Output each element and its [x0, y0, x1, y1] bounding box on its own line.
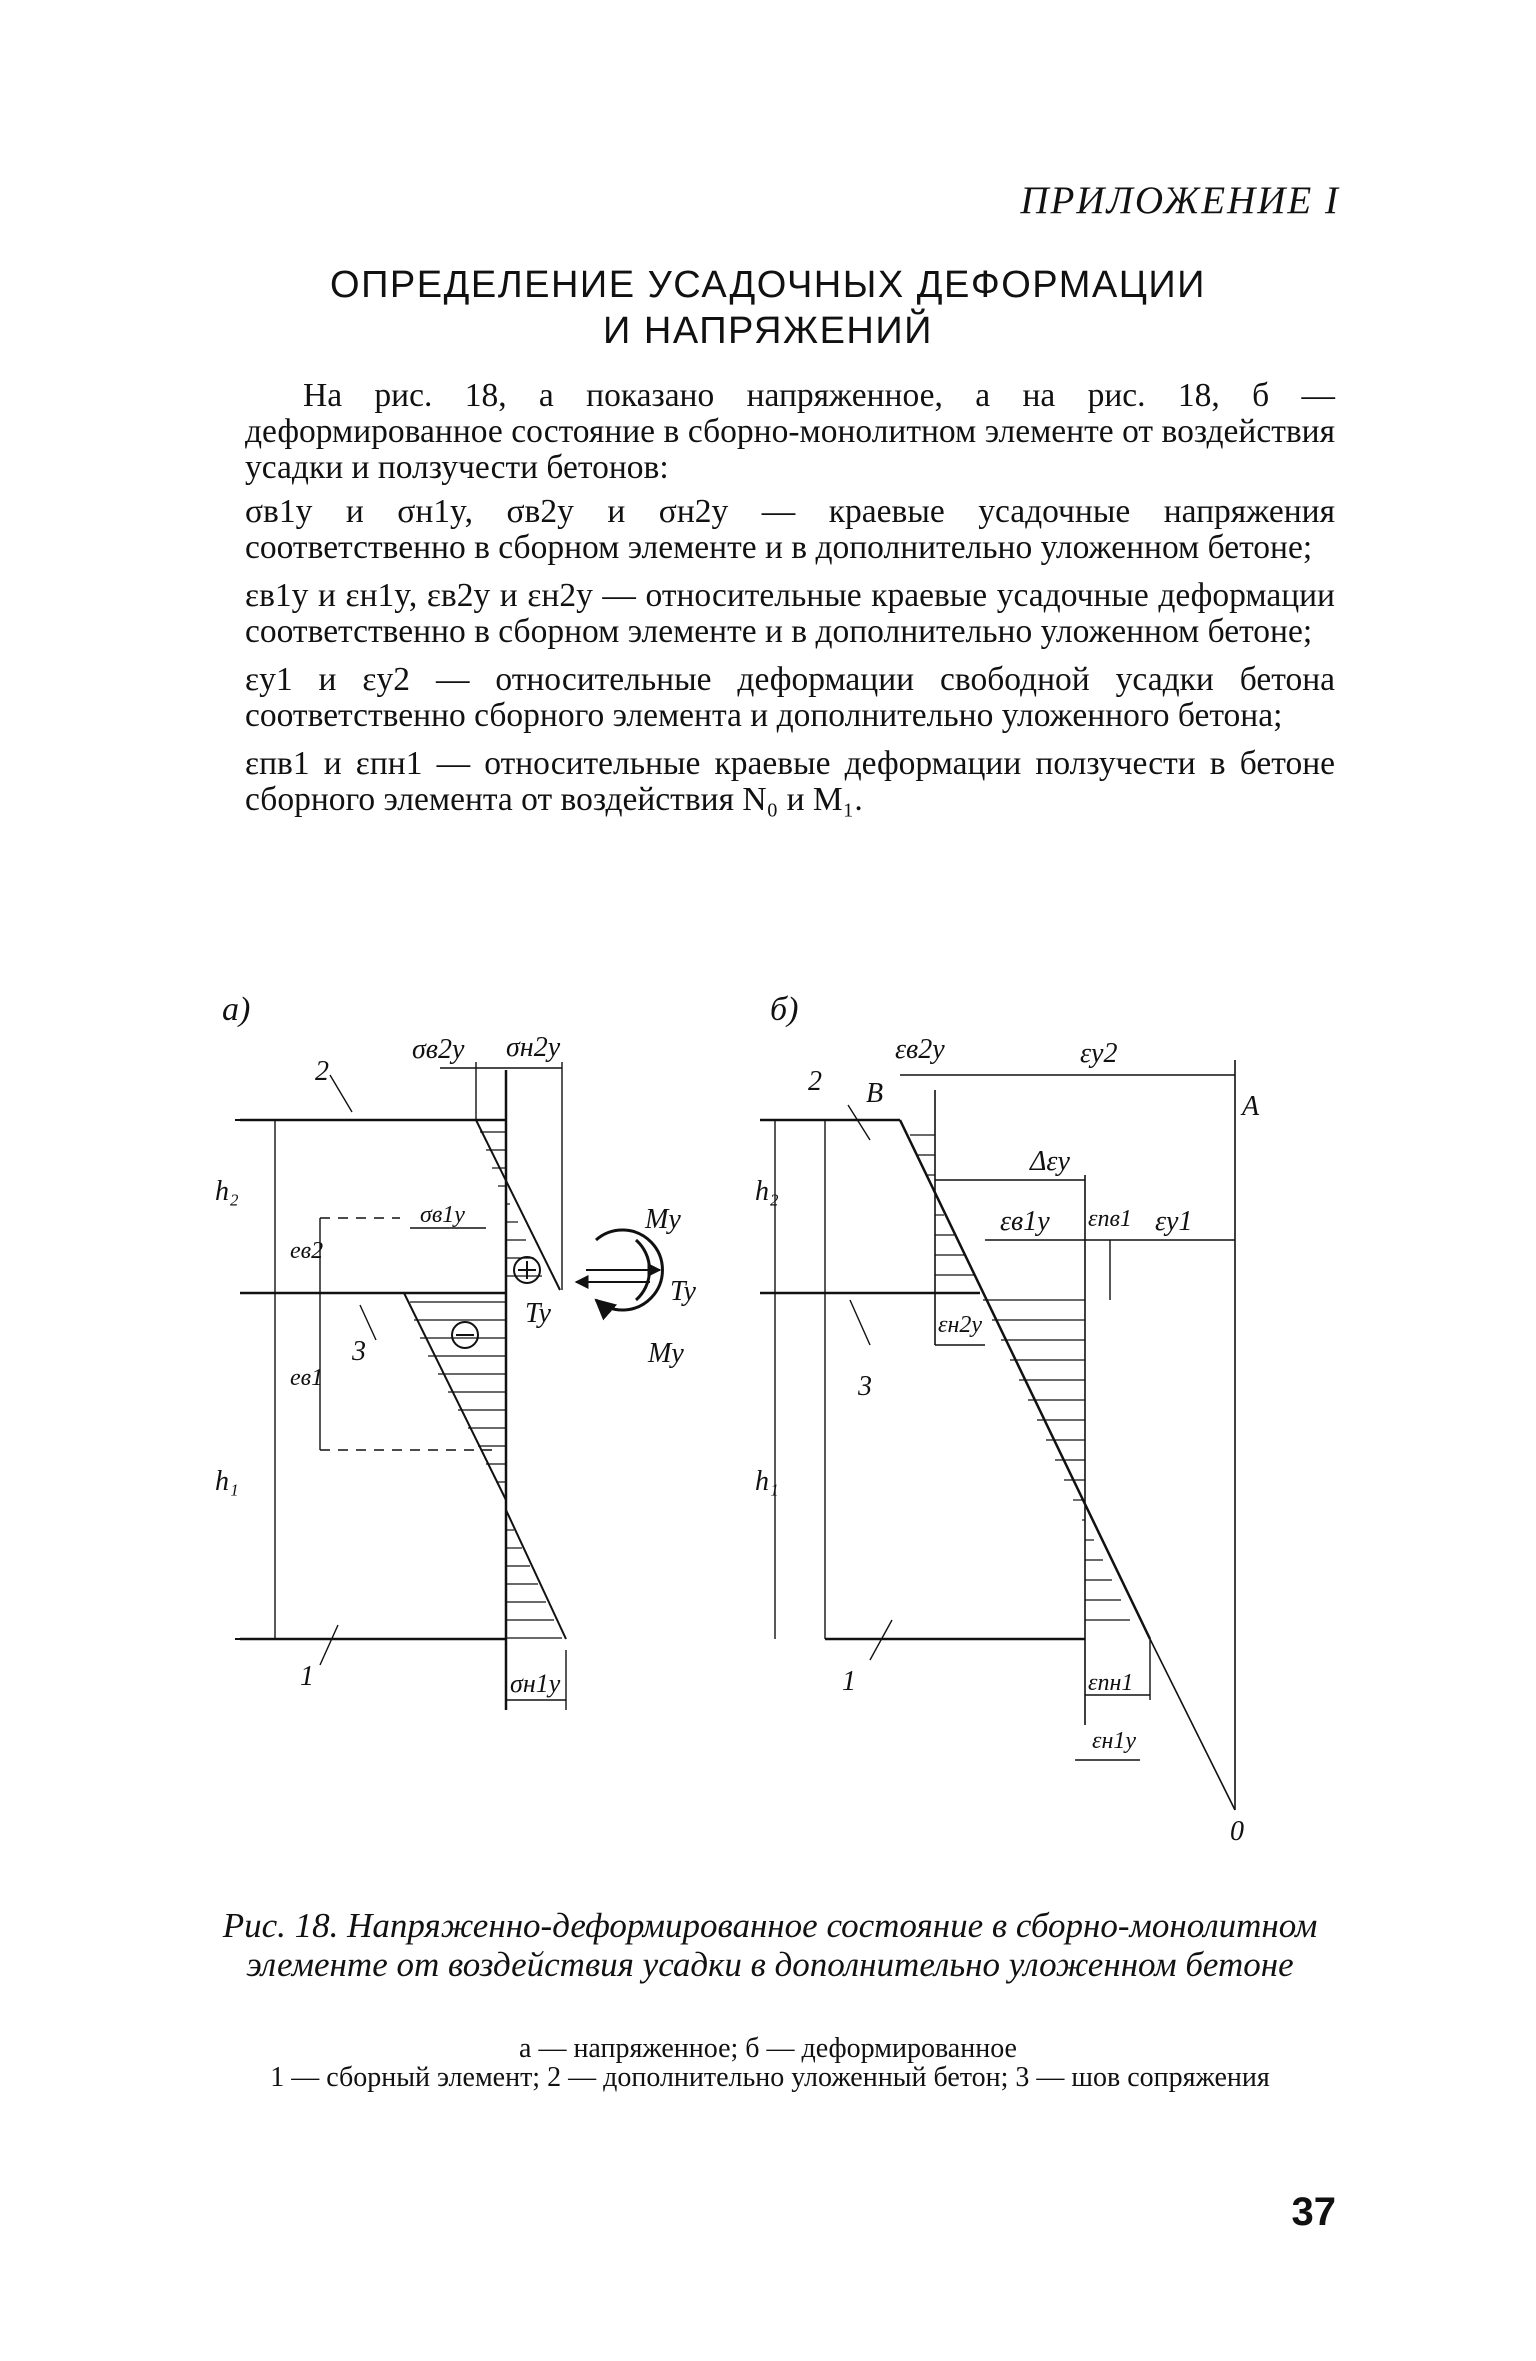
panel-a-diagram — [222, 991, 662, 1710]
label-point-A: A — [1242, 1091, 1260, 1122]
label-part-2-b: 2 — [808, 1066, 822, 1097]
label-My-bottom: My — [648, 1338, 684, 1369]
label-seam-3-b: 3 — [858, 1371, 872, 1402]
panel-b-diagram — [760, 991, 1235, 1810]
panel-a-labels — [215, 1032, 696, 1698]
label-part-2-a: 2 — [315, 1056, 329, 1087]
label-e-b2: eв2 — [290, 1238, 324, 1264]
label-Ty-right: Ty — [670, 1276, 696, 1307]
label-eps-y1: εy1 — [1155, 1206, 1193, 1237]
label-h2-a: h₂ — [215, 1176, 239, 1207]
figure-18 — [0, 985, 1536, 1865]
body-text — [245, 378, 1335, 830]
section-title-line-1: ОПРЕДЕЛЕНИЕ УСАДОЧНЫХ ДЕФОРМАЦИИ — [330, 264, 1206, 306]
label-delta-eps-y: Δεy — [1030, 1146, 1070, 1177]
label-seam-3-a: 3 — [352, 1336, 366, 1367]
figure-caption: Рис. 18. Напряженно-деформированное состояние в сборно-монолитном элементе от воздействия усадки в дополнительно уложенном бетоне — [222, 1906, 1318, 1984]
intro-paragraph: На рис. 18, а показано напряженное, а на рис. 18, б — деформированное состояние в сборно-монолитном элементе от воздействия усадки и ползучести бетонов: — [245, 377, 1335, 486]
label-sigma-v1y: σв1y — [420, 1202, 465, 1228]
label-eps-n1y: εн1y — [1092, 1728, 1137, 1754]
definition-free-shrinkage: εy1 и εy2 — относительные деформации свободной усадки бетона соответственно сборного элемента и дополнительно уложенного бетона; — [245, 661, 1335, 734]
label-My-top: My — [645, 1204, 681, 1235]
label-eps-n2y: εн2y — [938, 1312, 983, 1338]
label-e-b1: eв1 — [290, 1365, 324, 1391]
label-sigma-n1y: σн1y — [510, 1669, 561, 1698]
definition-strains: εв1y и εн1y, εв2y и εн2y — относительные краевые усадочные деформации соответственно в сборном элементе и в дополнительно уложенном бетоне; — [245, 577, 1335, 650]
figure-legend-parts: 1 — сборный элемент; 2 — дополнительно уложенный бетон; 3 — шов сопряжения — [270, 2062, 1270, 2093]
definition-stresses: σв1y и σн1y, σв2y и σн2y — краевые усадочные напряжения соответственно в сборном элементе и в дополнительно уложенном бетоне; — [245, 493, 1335, 566]
panel-a-label: а) — [222, 991, 251, 1028]
label-eps-pn1: εпн1 — [1088, 1670, 1134, 1696]
appendix-label: ПРИЛОЖЕНИЕ I — [1020, 179, 1340, 222]
figure-legend-panels: а — напряженное; б — деформированное — [519, 2033, 1017, 2064]
panel-b-label: б) — [770, 991, 799, 1028]
label-eps-v1y: εв1y — [1000, 1206, 1050, 1237]
label-eps-v2y: εв2y — [895, 1034, 945, 1065]
page-number: 37 — [1291, 2190, 1336, 2234]
label-sigma-v2y: σв2y — [412, 1034, 465, 1065]
label-point-B: B — [866, 1078, 884, 1109]
label-eps-y2: εy2 — [1080, 1038, 1118, 1069]
label-h2-b: h₂ — [755, 1176, 779, 1207]
section-title-line-2: И НАПРЯЖЕНИЙ — [603, 310, 933, 352]
label-point-O: 0 — [1230, 1816, 1244, 1847]
label-part-1-a: 1 — [300, 1661, 314, 1692]
label-h1-b: h₁ — [755, 1466, 779, 1497]
panel-b-labels — [755, 1034, 1260, 1847]
label-h1-a: h₁ — [215, 1466, 239, 1497]
label-part-1-b: 1 — [842, 1666, 856, 1697]
label-sigma-n2y: σн2y — [506, 1032, 561, 1063]
label-eps-pv1: εпв1 — [1088, 1206, 1132, 1232]
definition-creep: εпв1 и εпн1 — относительные краевые деформации ползучести в бетоне сборного элемента от воздействия N₀ и M₁. — [245, 745, 1335, 818]
section-title — [0, 262, 1536, 354]
label-Ty-left: Ty — [525, 1298, 551, 1329]
